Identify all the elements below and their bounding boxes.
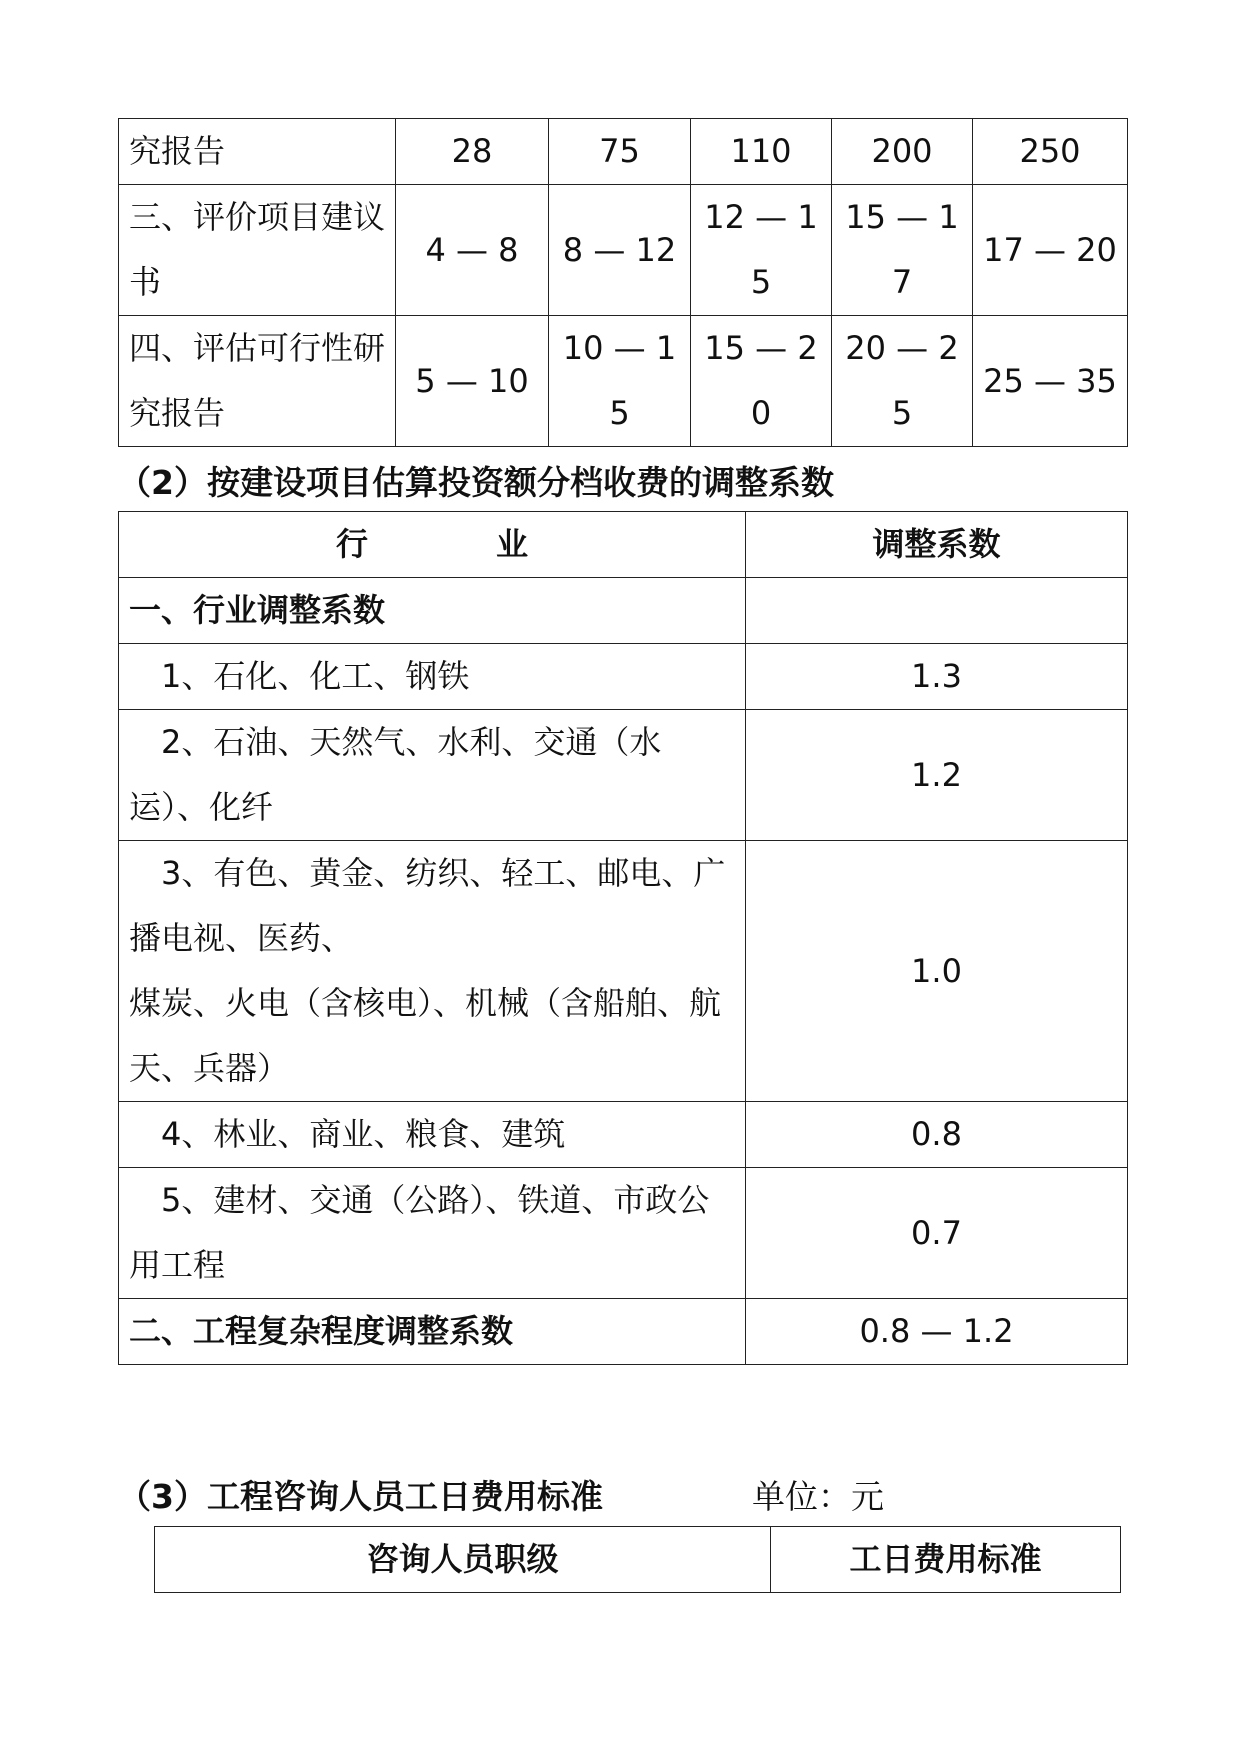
industry-label: 3、有色、黄金、纺织、轻工、邮电、广播电视、医药、 (129, 854, 726, 957)
section-heading: （3）工程咨询人员工日费用标准 (118, 1477, 603, 1516)
fee-cell: 250 (973, 119, 1128, 185)
row-label: 三、评价项目建议书 (119, 185, 396, 316)
column-header-industry: 行 业 (119, 512, 746, 578)
industry-cell (119, 644, 746, 710)
coefficient-cell: 1.2 (746, 710, 1128, 841)
table-row (119, 841, 1128, 1102)
table-row (119, 710, 1128, 841)
coefficient-cell: 0.7 (746, 1168, 1128, 1299)
table-row (119, 316, 1128, 447)
industry-label: 1、石化、化工、钢铁 (161, 657, 470, 695)
unit-label: 单位：元 (752, 1477, 884, 1516)
fee-table-continued (118, 118, 1128, 447)
fee-cell: 8 — 12 (549, 185, 691, 316)
column-header-level: 咨询人员职级 (155, 1527, 771, 1593)
table-row (119, 1168, 1128, 1299)
fee-cell: 4 — 8 (396, 185, 549, 316)
row-label: 四、评估可行性研究报告 (119, 316, 396, 447)
table-row (119, 578, 1128, 644)
coefficient-cell: 1.0 (746, 841, 1128, 1102)
fee-cell: 110 (691, 119, 832, 185)
industry-label: 5、建材、交通（公路）、铁道、市政公用工程 (129, 1181, 710, 1284)
fee-cell: 17 — 20 (973, 185, 1128, 316)
fee-cell: 20 — 25 (832, 316, 973, 447)
table-row (119, 1299, 1128, 1365)
daily-fee-table (154, 1526, 1121, 1593)
adjustment-coefficient-table (118, 511, 1128, 1365)
industry-label-continued: 煤炭、火电（含核电）、机械（含船舶、航天、兵器） (129, 984, 722, 1087)
coefficient-cell (746, 578, 1128, 644)
table-row (119, 185, 1128, 316)
table-header-row (155, 1527, 1121, 1593)
column-header-coefficient: 调整系数 (746, 512, 1128, 578)
industry-cell (119, 710, 746, 841)
column-header-standard: 工日费用标准 (771, 1527, 1121, 1593)
industry-cell (119, 1102, 746, 1168)
fee-cell: 5 — 10 (396, 316, 549, 447)
group-label: 一、行业调整系数 (119, 578, 746, 644)
fee-cell: 75 (549, 119, 691, 185)
industry-cell (119, 1168, 746, 1299)
coefficient-cell: 1.3 (746, 644, 1128, 710)
table-header-row (119, 512, 1128, 578)
fee-cell: 10 — 15 (549, 316, 691, 447)
fee-cell: 12 — 15 (691, 185, 832, 316)
table-row (119, 119, 1128, 185)
industry-label: 4、林业、商业、粮食、建筑 (161, 1115, 566, 1153)
fee-cell: 15 — 17 (832, 185, 973, 316)
section-heading: （2）按建设项目估算投资额分档收费的调整系数 (118, 463, 834, 502)
fee-cell: 15 — 20 (691, 316, 832, 447)
coefficient-cell: 0.8 — 1.2 (746, 1299, 1128, 1365)
fee-cell: 200 (832, 119, 973, 185)
table-row (119, 644, 1128, 710)
fee-cell: 28 (396, 119, 549, 185)
industry-cell (119, 841, 746, 1102)
industry-label: 2、石油、天然气、水利、交通（水运）、化纤 (129, 723, 662, 826)
fee-cell: 25 — 35 (973, 316, 1128, 447)
table-row (119, 1102, 1128, 1168)
coefficient-cell: 0.8 (746, 1102, 1128, 1168)
group-label: 二、工程复杂程度调整系数 (119, 1299, 746, 1365)
row-label: 究报告 (119, 119, 396, 185)
